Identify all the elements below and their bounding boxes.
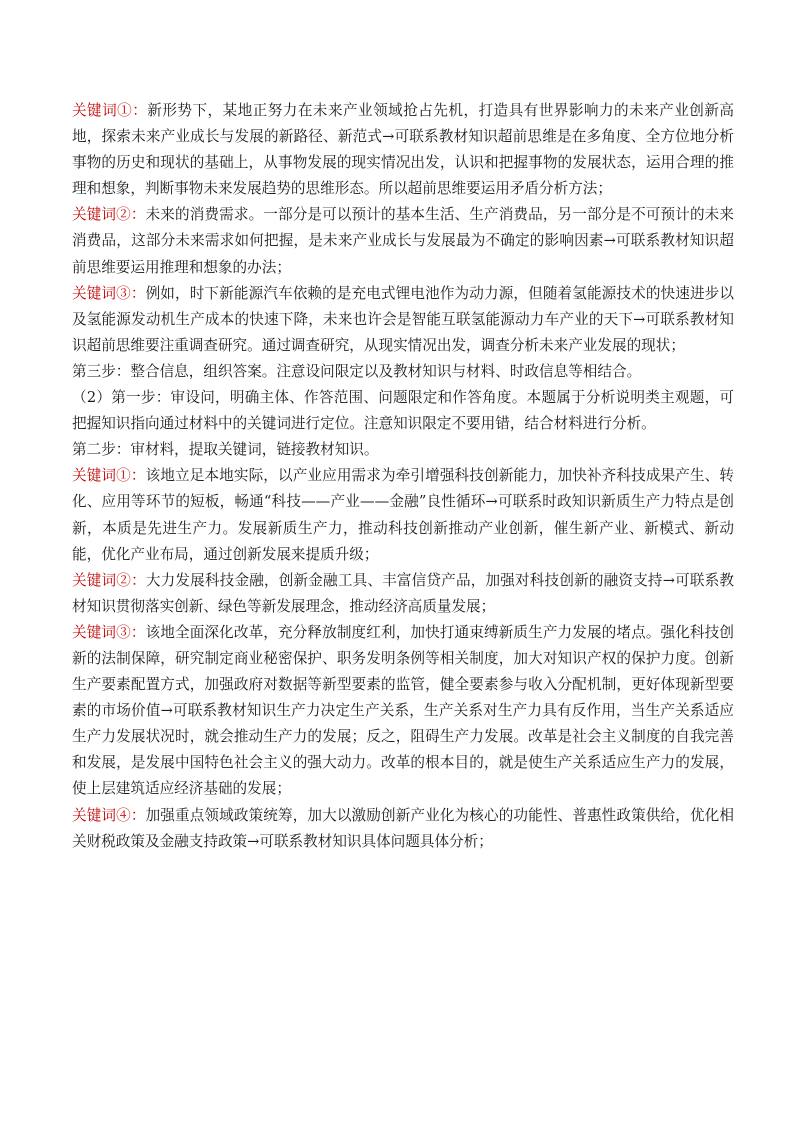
paragraph-keyword-2b <box>72 568 734 620</box>
paragraph-keyword-3a <box>72 281 734 359</box>
paragraph-text: 第二步：审材料，提取关键词，链接教材知识。 <box>72 441 379 459</box>
paragraph-text: 该地全面深化改革，充分释放制度红利，加快打通束缚新质生产力发展的堵点。强化科技创新的法制保障，研究制定商业秘密保护、职务发明条例等相关制度，加大对知识产权的保护力度。创新生产要素配置方式，加强政府对数据等新型要素的监管，健全要素参与收入分配机制，更好体现新型要素的市场价值→可联系教材知识生产力决定生产关系，生产关系对生产力具有反作用，当生产关系适应生产力发展状况时，就会推动生产力的发展；反之，阻碍生产力发展。改革是社会主义制度的自我完善和发展，是发展中国特色社会主义的强大动力。改革的根本目的，就是使生产关系适应生产力的发展，使上层建筑适应经济基础的发展； <box>72 623 734 798</box>
paragraph-text: 大力发展科技金融，创新金融工具、丰富信贷产品，加强对科技创新的融资支持→可联系教材知识贯彻落实创新、绿色等新发展理念，推动经济高质量发展； <box>72 571 734 615</box>
keyword-label: 关键词③： <box>72 623 146 641</box>
paragraph-step-3 <box>72 359 734 385</box>
paragraph-keyword-1b <box>72 463 734 567</box>
paragraph-text: 第三步：整合信息，组织答案。注意设问限定以及教材知识与材料、时政信息等相结合。 <box>72 362 642 380</box>
paragraph-text: 新形势下，某地正努力在未来产业领域抢占先机，打造具有世界影响力的未来产业创新高地，探索未来产业成长与发展的新路径、新范式→可联系教材知识超前思维是在多角度、全方位地分析事物的历史和现状的基础上，从事物发展的现实情况出发，认识和把握事物的发展状态，运用合理的推理和想象，判断事物未来发展趋势的思维形态。所以超前思维要运用矛盾分析方法； <box>72 102 734 198</box>
answer-analysis-body <box>72 98 734 855</box>
paragraph-keyword-1a <box>72 98 734 202</box>
paragraph-keyword-3b <box>72 620 734 803</box>
keyword-label: 关键词③： <box>72 284 146 302</box>
paragraph-keyword-2a <box>72 202 734 280</box>
paragraph-question-2-step-1 <box>72 385 734 437</box>
paragraph-text: 例如，时下新能源汽车依赖的是充电式锂电池作为动力源，但随着氢能源技术的快速进步以及氢能源发动机生产成本的快速下降，未来也许会是智能互联氢能源动力车产业的天下→可联系教材知识超前思维要注重调查研究。通过调查研究，从现实情况出发，调查分析未来产业发展的现状； <box>72 284 734 354</box>
paragraph-keyword-4b <box>72 803 734 855</box>
keyword-label: 关键词①： <box>72 102 148 119</box>
paragraph-text: 该地立足本地实际，以产业应用需求为牵引增强科技创新能力，加快补齐科技成果产生、转化、应用等环节的短板，畅通“科技——产业——金融”良性循环→可联系时政知识新质生产力特点是创新，本质是先进生产力。发展新质生产力，推动科技创新推动产业创新，催生新产业、新模式、新动能，优化产业布局，通过创新发展来提质升级； <box>72 467 734 563</box>
keyword-label: 关键词②： <box>72 571 146 589</box>
keyword-label: 关键词②： <box>72 206 146 224</box>
paragraph-question-2-step-2 <box>72 437 734 463</box>
paragraph-text: 加强重点领域政策统筹，加大以激励创新产业化为核心的功能性、普惠性政策供给，优化相关财税政策及金融支持政策→可联系教材知识具体问题具体分析； <box>72 806 734 850</box>
keyword-label: 关键词①： <box>72 467 146 485</box>
keyword-label: 关键词④： <box>72 806 146 824</box>
paragraph-text: 未来的消费需求。一部分是可以预计的基本生活、生产消费品，另一部分是不可预计的未来消费品，这部分未来需求如何把握，是未来产业成长与发展最为不确定的影响因素→可联系教材知识超前思维要运用推理和想象的办法； <box>72 206 734 276</box>
paragraph-text: （2）第一步：审设问，明确主体、作答范围、问题限定和作答角度。本题属于分析说明类主观题，可把握知识指向通过材料中的关键词进行定位。注意知识限定不要用错，结合材料进行分析。 <box>72 389 734 433</box>
